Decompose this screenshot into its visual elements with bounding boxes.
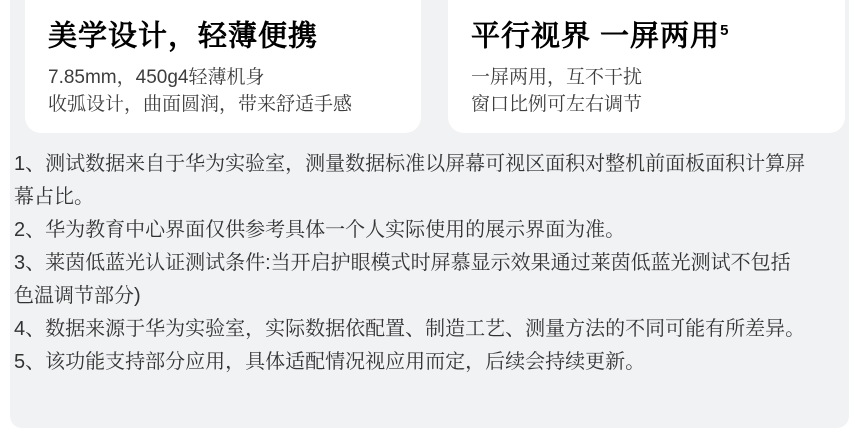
footnote-item-5: 5、该功能支持部分应用，具体适配情况视应用而定，后续会持续更新。: [14, 351, 646, 373]
feature-title-app-multiplier: [471, 13, 845, 55]
footnote-item-3: 3、莱茵低蓝光认证测试条件:当开启护眼模式时屏慕显示效果通过莱茵低蓝光测试不包括 色温调节部分): [14, 252, 791, 307]
footnote-item-1: 1、测试数据来自于华为实验室，测量数据标准以屏幕可视区面积对整机前面板面积计算屏 幕占比。: [14, 153, 806, 208]
feature-title-design: [48, 13, 421, 55]
feature-title-app-multiplier-text: 平行视界 一屏两用: [471, 20, 721, 53]
footnote-list: [14, 148, 845, 379]
feature-card-design: [25, 0, 421, 133]
footnote-item-4: 4、数据来源于华为实验室，实际数据依配置、制造工艺、测量方法的不同可能有所差异。: [14, 318, 806, 340]
feature-title-design-text: 美学设计，轻薄便携: [48, 20, 319, 53]
feature-description-design: 7.85mm，450g4轻薄机身 收弧设计，曲面圆润，带来舒适手感: [48, 66, 353, 115]
feature-title-app-multiplier-footnote-mark: 5: [720, 22, 730, 39]
feature-footnote-section: [10, 0, 849, 428]
footnote-item-2: 2、华为教育中心界面仅供参考具体一个人实际使用的展示界面为准。: [14, 219, 626, 241]
feature-card-app-multiplier: [448, 0, 845, 133]
feature-description-app-multiplier: 一屏两用，互不干扰 窗口比例可左右调节: [471, 66, 643, 115]
